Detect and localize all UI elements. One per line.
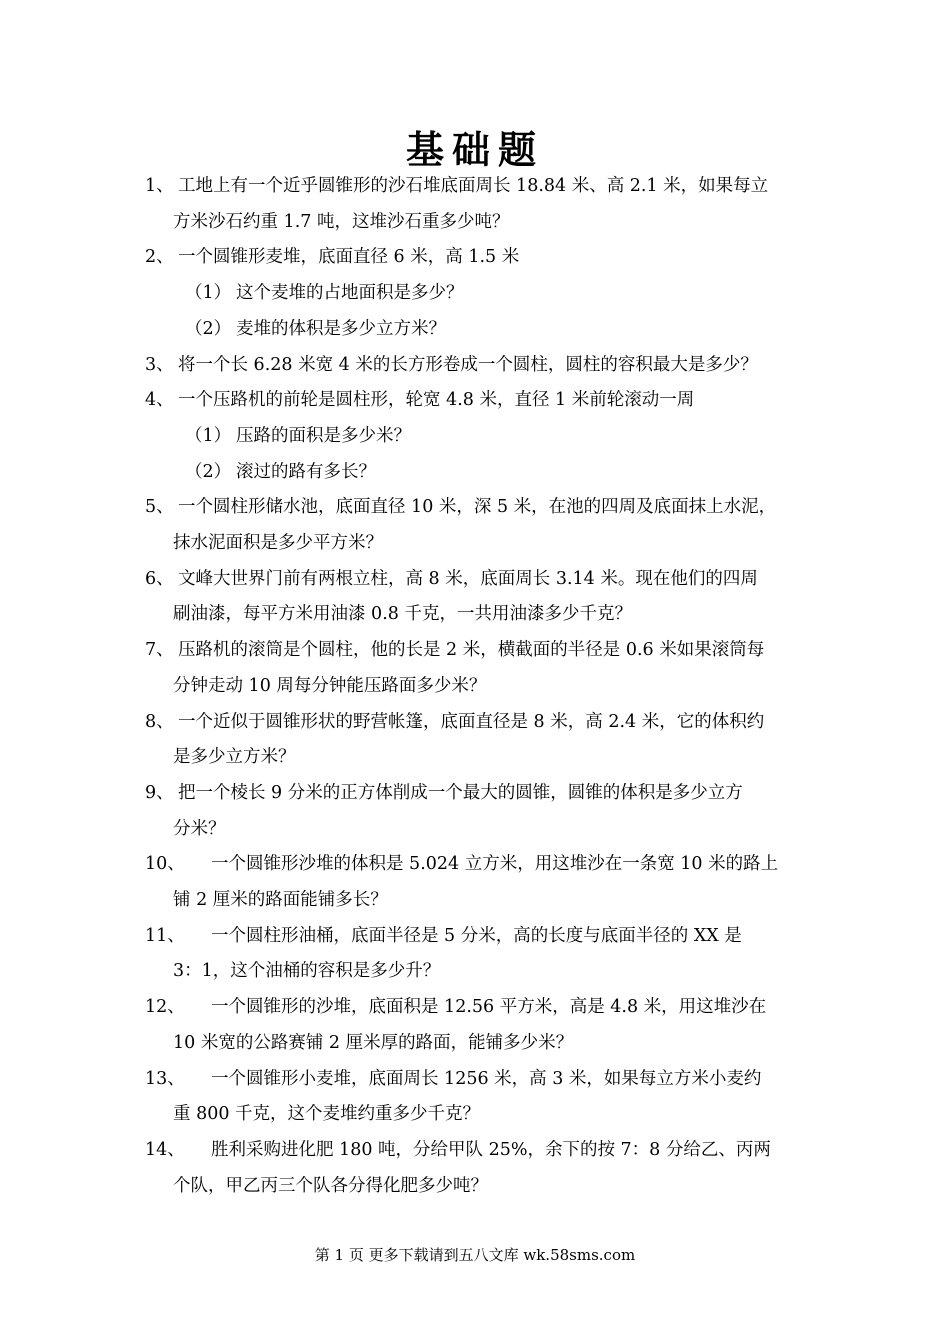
question-number: 11、 [145,925,185,946]
question-number: 6、 [145,568,174,589]
question-text: 一个圆柱形油桶，底面半径是 5 分米，高的长度与底面半径的 XX 是 [211,925,742,946]
question-text: 一个圆锥形沙堆的体积是 5.024 立方米，用这堆沙在一条宽 10 米的路上 [211,854,779,875]
question-text: 胜利采购进化肥 180 吨，分给甲队 25%，余下的按 7：8 分给乙、丙两 [211,1139,771,1160]
question-number: 3、 [145,354,174,375]
question-number: 9、 [145,782,174,803]
question-text: 文峰大世界门前有两根立柱，高 8 米，底面周长 3.14 米。现在他们的四周 [178,568,758,589]
question-text: 工地上有一个近乎圆锥形的沙石堆底面周长 18.84 米、高 2.1 米，如果每立 [178,176,769,196]
question-text: 一个压路机的前轮是圆柱形，轮宽 4.8 米，直径 1 米前轮滚动一周 [178,390,695,411]
sub-question-text: 麦堆的体积是多少立方米？ [236,318,446,339]
question-number: 4、 [145,390,174,411]
question-continuation: 是多少立方米？ [173,747,296,768]
question-number: 8、 [145,711,174,732]
question-number: 14、 [145,1139,185,1160]
question-text: 把一个棱长 9 分米的正方体削成一个最大的圆锥，圆锥的体积是多少立方 [178,782,743,803]
question-number: 12、 [145,997,185,1018]
question-number: 2、 [145,247,174,268]
question-continuation: 重 800 千克，这个麦堆约重多少千克？ [173,1104,481,1125]
question-continuation: 抹水泥面积是多少平方米？ [173,533,383,553]
question-number: 1、 [145,176,174,196]
question-text: 一个圆锥形的沙堆，底面积是 12.56 平方米，高是 4.8 米，用这堆沙在 [211,997,767,1018]
question-continuation: 分钟走动 10 周每分钟能压路面多少米？ [173,675,487,696]
sub-question-text: 压路的面积是多少米？ [236,425,411,446]
question-continuation: 刷油漆，每平方米用油漆 0.8 千克，一共用油漆多少千克？ [173,604,632,625]
sub-question-text: 滚过的路有多长？ [236,461,376,482]
sub-question-number: （2） [185,318,232,339]
question-continuation: 铺 2 厘米的路面能铺多长？ [173,890,388,910]
question-text: 一个圆柱形储水池，底面直径 10 米，深 5 米，在池的四周及底面抹上水泥， [178,497,777,518]
question-number: 7、 [145,640,174,661]
question-continuation: 方米沙石约重 1.7 吨，这堆沙石重多少吨？ [173,211,510,232]
question-text: 一个圆锥形麦堆，底面直径 6 米，高 1.5 米 [178,247,520,268]
question-continuation: 10 米宽的公路赛铺 2 厘米厚的路面，能铺多少米？ [173,1032,574,1053]
sub-question-number: （1） [185,283,232,304]
question-text: 一个圆锥形小麦堆，底面周长 1256 米，高 3 米，如果每立方米小麦约 [211,1068,762,1089]
question-continuation: 分米？ [173,818,226,839]
sub-question-number: （1） [185,425,232,446]
question-continuation: 个队，甲乙丙三个队各分得化肥多少吨？ [173,1175,488,1196]
question-continuation: 3：1，这个油桶的容积是多少升？ [173,961,441,982]
question-text: 压路机的滚筒是个圆柱，他的长是 2 米，横截面的半径是 0.6 米如果滚筒每 [178,640,765,661]
question-number: 13、 [145,1068,185,1089]
sub-question-number: （2） [185,461,232,482]
page-footer: 第 1 页 更多下载请到五八文库 wk.58sms.com [314,1246,636,1264]
question-number: 10、 [145,854,185,875]
page-title: 基础题 [405,127,544,172]
question-number: 5、 [145,497,174,518]
question-text: 一个近似于圆锥形状的野营帐篷，底面直径是 8 米，高 2.4 米，它的体积约 [178,711,765,732]
question-text: 将一个长 6.28 米宽 4 米的长方形卷成一个圆柱，圆柱的容积最大是多少？ [178,354,758,375]
sub-question-text: 这个麦堆的占地面积是多少？ [236,283,464,304]
